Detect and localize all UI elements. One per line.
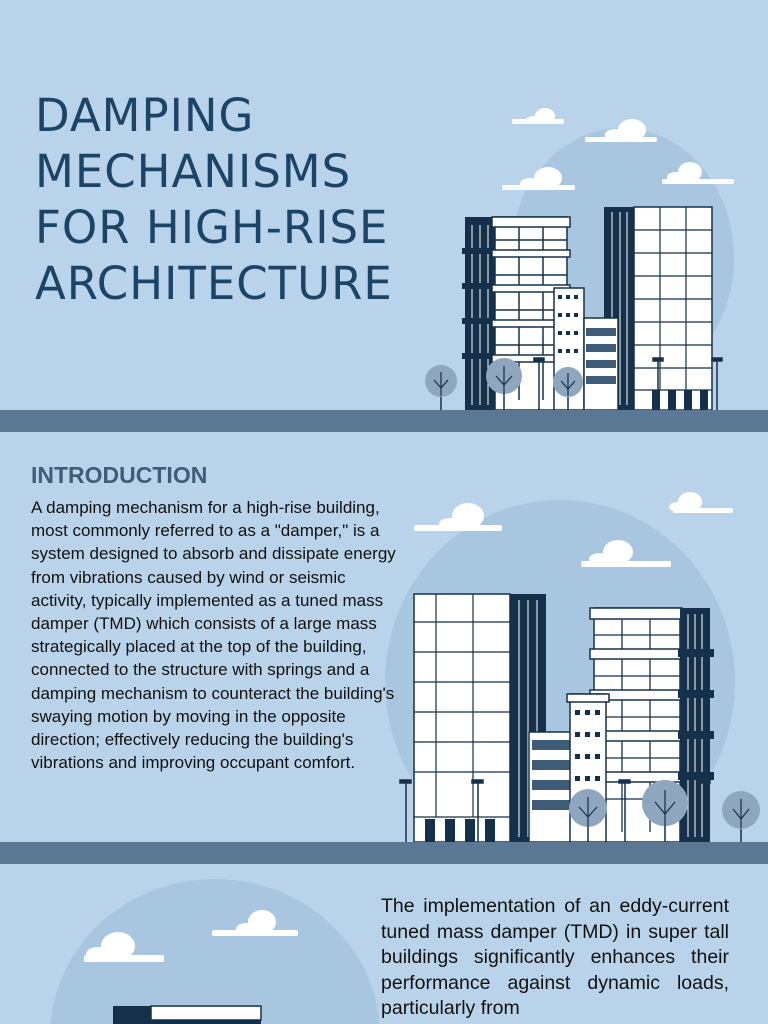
title-line: FOR HIGH-RISE [35,201,389,254]
title-line: DAMPING [35,89,255,142]
tmd-section [0,866,768,1024]
ground-strip [0,842,768,864]
introduction-paragraph: A damping mechanism for a high-rise building, most commonly referred to as a "damper," is a system designed to absorb and dissipate energy from vibrations caused by wind or seismic activity, typically implemented as a tuned mass damper (TMD) which consists of a large mass strategically placed at the top of the building, connected to the structure with springs and a damping mechanism to counteract the building's swaying motion by moving in the opposite direction; effectively reducing the building's vibrations and improving occupant comfort. [31,498,396,773]
building-left [414,594,546,842]
hero-section [0,0,768,432]
tmd-paragraph: The implementation of an eddy-current tuned mass damper (TMD) in super tall buildings significantly enhances their performance against dynamic loads, particularly from [381,895,729,1019]
tree-icon [722,791,760,842]
cloud-icon [585,119,657,142]
city-illustration-hero [0,0,768,432]
tree-icon [425,365,457,410]
building-partial [113,1006,261,1024]
title-line: MECHANISMS [35,145,352,198]
introduction-section [0,432,768,866]
cloud-icon [669,492,733,513]
title-line: ARCHITECTURE [35,257,393,310]
ground-strip [0,410,768,432]
introduction-heading: INTRODUCTION [31,462,208,488]
cloud-icon [512,108,564,124]
